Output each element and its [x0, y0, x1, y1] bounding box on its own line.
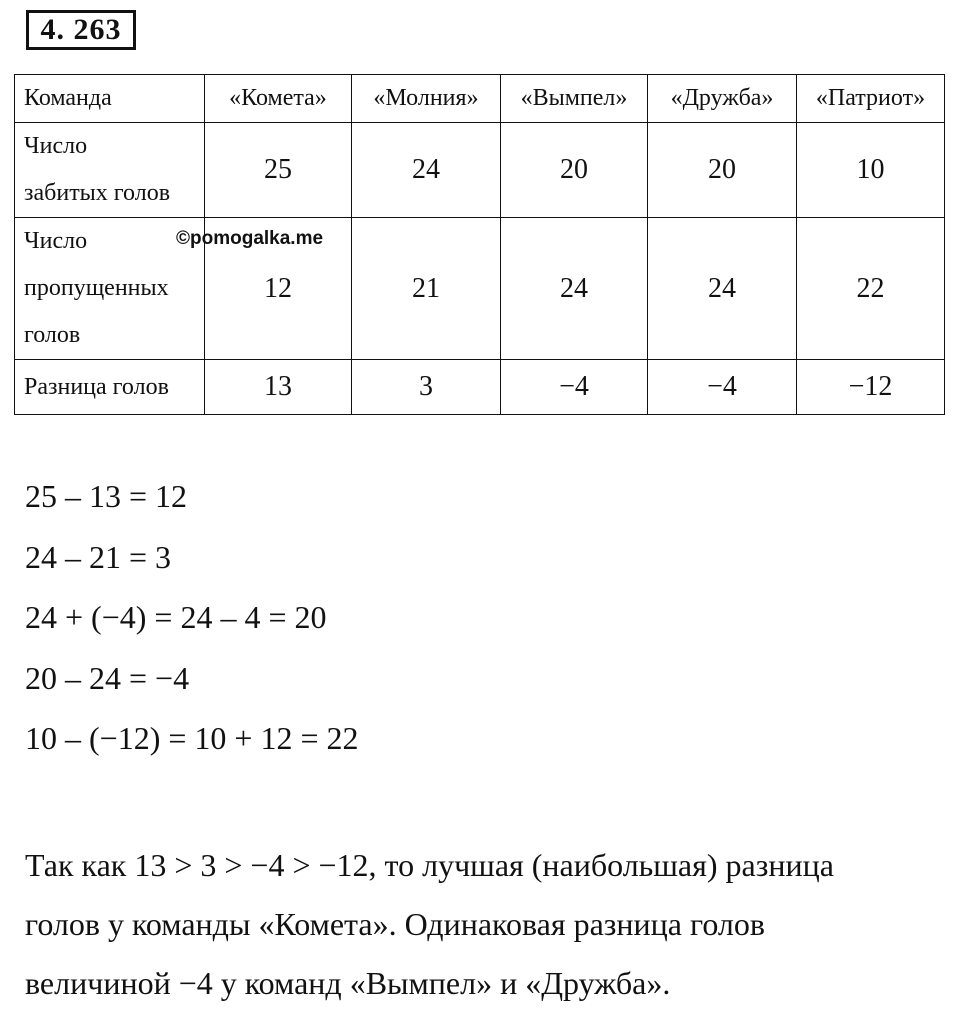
row-label-line: пропущенных: [24, 275, 169, 301]
value-cell: −4: [501, 360, 648, 415]
equation-line: 24 + (−4) = 24 – 4 = 20: [25, 599, 327, 635]
row-label-line: Число: [24, 133, 88, 159]
equation-line: 20 – 24 = −4: [25, 659, 190, 696]
row-label-line: Разница голов: [24, 373, 169, 400]
value-cell: 13: [205, 360, 352, 415]
equation-line: 25 – 13 = 12: [25, 478, 188, 514]
value-cell: 20: [648, 123, 797, 218]
table-row-conceded: [15, 218, 945, 360]
value-cell: 3: [352, 360, 501, 415]
row-label-line: голов: [24, 322, 81, 348]
equation-line: 24 – 21 = 3: [25, 538, 172, 575]
equations-block: [25, 474, 359, 777]
team-header-cell: «Вымпел»: [501, 75, 648, 123]
header-label-cell: Команда: [15, 75, 205, 123]
table-row-scored: [15, 123, 945, 218]
team-header-cell: «Дружба»: [648, 75, 797, 123]
value-cell: 24: [501, 218, 648, 360]
row-label-line: Число: [24, 228, 88, 254]
row-label-cell: [15, 360, 205, 415]
watermark: ©pomogalka.me: [176, 228, 324, 249]
conclusion-line: Так как 13 > 3 > −4 > −12, то лучшая (наибольшая) разница: [25, 847, 834, 883]
table-row-difference: [15, 360, 945, 415]
value-cell: −4: [648, 360, 797, 415]
team-header-cell: «Комета»: [205, 75, 352, 123]
row-label-cell: [15, 123, 205, 218]
table-header-row: [15, 75, 945, 123]
team-header-cell: «Молния»: [352, 75, 501, 123]
value-cell: 24: [648, 218, 797, 360]
equation-line: 10 – (−12) = 10 + 12 = 22: [25, 720, 359, 756]
value-cell: 21: [352, 218, 501, 360]
value-cell: 10: [797, 123, 945, 218]
row-label-line: забитых голов: [24, 180, 171, 206]
conclusion-paragraph: [25, 836, 945, 1013]
value-cell: 24: [352, 123, 501, 218]
goals-table: [14, 74, 945, 415]
conclusion-line: величиной −4 у команд «Вымпел» и «Дружба».: [25, 965, 671, 1001]
conclusion-line: голов у команды «Комета». Одинаковая разница голов: [25, 906, 765, 942]
value-cell: 22: [797, 218, 945, 360]
value-cell: 20: [501, 123, 648, 218]
value-cell: −12: [797, 360, 945, 415]
problem-number: 4. 263: [26, 10, 136, 50]
value-cell: 25: [205, 123, 352, 218]
team-header-cell: «Патриот»: [797, 75, 945, 123]
value-cell: 12: [205, 218, 352, 360]
